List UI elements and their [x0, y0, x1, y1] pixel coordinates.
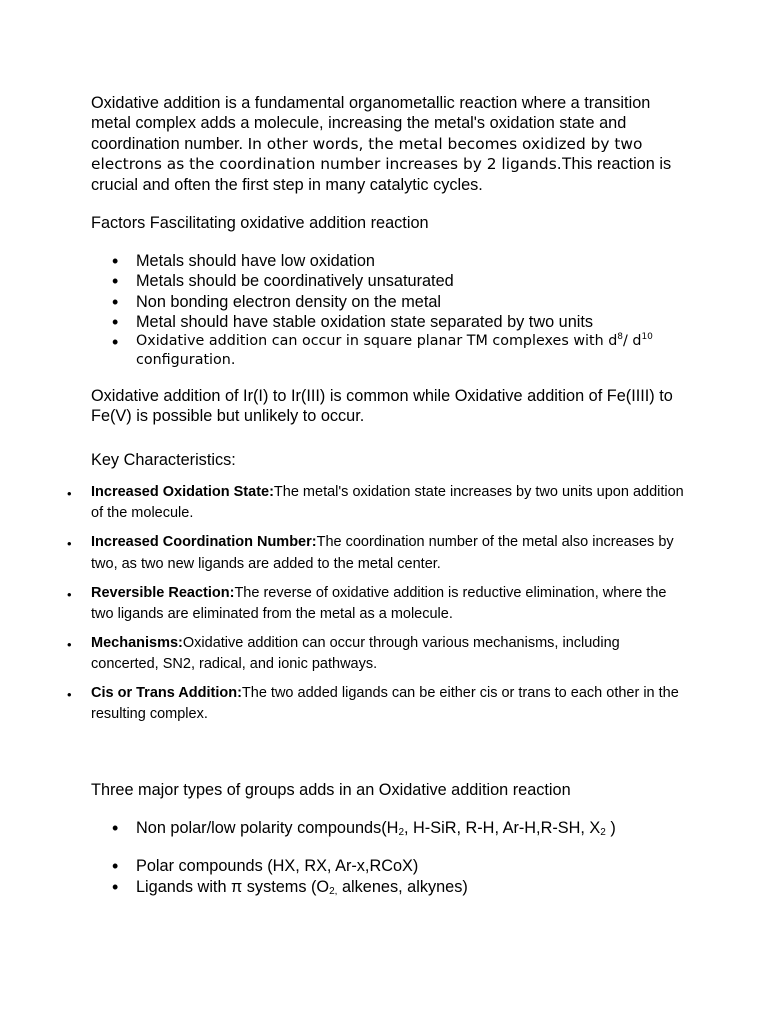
types-heading: Three major types of groups adds in an Oxidative addition reaction: [91, 781, 571, 799]
intro-text-3: This reaction is crucial and often the first step in many catalytic cycles.: [91, 155, 672, 194]
factor-item: • Non bonding electron density on the metal: [136, 292, 696, 312]
intro-text-2: In other words, the metal becomes oxidized by two electrons as the coordination number increases by 2 ligands.: [91, 134, 643, 174]
iridium-paragraph: Oxidative addition of Ir(I) to Ir(III) is common while Oxidative addition of Fe(IIII) to Fe(V) is possible but unlikely to occur.: [91, 387, 673, 426]
superscript-8: 8: [617, 332, 624, 343]
type-item-nonpolar: [136, 818, 696, 838]
characteristic-text: The reverse of oxidative addition is reductive elimination, where the two ligands are eliminated from the metal as a molecule.: [91, 584, 667, 622]
factors-heading: Factors Fascilitating oxidative addition reaction: [91, 214, 429, 232]
characteristic-term: Reversible Reaction:: [91, 584, 235, 601]
factor-item: • Metals should have low oxidation: [136, 251, 696, 271]
characteristic-text: The two added ligands can be either cis or trans to each other in the resulting complex.: [91, 685, 679, 723]
intro-paragraph: [91, 93, 691, 195]
subscript-2: 2: [600, 827, 606, 838]
characteristic-text: The metal's oxidation state increases by two units upon addition of the molecule.: [91, 484, 684, 522]
nonpolar-text-a: Non polar/low polarity compounds(H: [136, 819, 399, 837]
nonpolar-text-b: , H-SiR, R-H, Ar-H,R-SH, X: [404, 819, 601, 837]
pi-text-a: Ligands with π systems (O: [136, 877, 330, 896]
factor-config-text-c: configuration.: [136, 352, 236, 369]
characteristic-item: [91, 532, 691, 574]
characteristic-text: The coordination number of the metal also increases by two, as two new ligands are added to the metal center.: [91, 534, 674, 572]
factor-config-text-b: / d: [623, 333, 642, 350]
type-item-polar: • Polar compounds (HX, RX, Ar-x,RCoX): [136, 856, 696, 876]
type-item-pi: [136, 877, 696, 897]
characteristic-term: Increased Coordination Number:: [91, 534, 317, 551]
key-characteristics-heading: Key Characteristics:: [91, 451, 236, 469]
characteristic-item: [91, 583, 691, 625]
pi-text-b: alkenes, alkynes): [337, 877, 468, 896]
characteristic-item: [91, 482, 691, 524]
subscript-2: 2,: [329, 885, 338, 897]
nonpolar-text-c: ): [605, 819, 616, 837]
types-list: [136, 818, 696, 897]
factor-item: • Metal should have stable oxidation state separated by two units: [136, 312, 696, 332]
subscript-2: 2: [398, 827, 404, 838]
factor-item: • Metals should be coordinatively unsaturated: [136, 271, 696, 291]
characteristic-item: [91, 633, 691, 675]
characteristic-term: Cis or Trans Addition:: [91, 685, 242, 702]
characteristic-text: Oxidative addition can occur through various mechanisms, including concerted, SN2, radical, and ionic pathways.: [91, 634, 620, 673]
key-characteristics-list: [91, 482, 691, 733]
characteristic-item: [91, 683, 691, 725]
characteristic-term: Increased Oxidation State:: [91, 484, 274, 500]
superscript-10: 10: [641, 332, 653, 343]
intro-text-1: Oxidative addition is a fundamental organometallic reaction where a transition metal complex adds a molecule, increasing the metal's oxidation state and coordination number.: [91, 94, 651, 153]
factor-config-text-a: Oxidative addition can occur in square planar TM complexes with d: [136, 333, 618, 350]
factors-list: [136, 251, 696, 370]
characteristic-term: Mechanisms:: [91, 634, 183, 651]
factor-item-configuration: [136, 332, 696, 370]
